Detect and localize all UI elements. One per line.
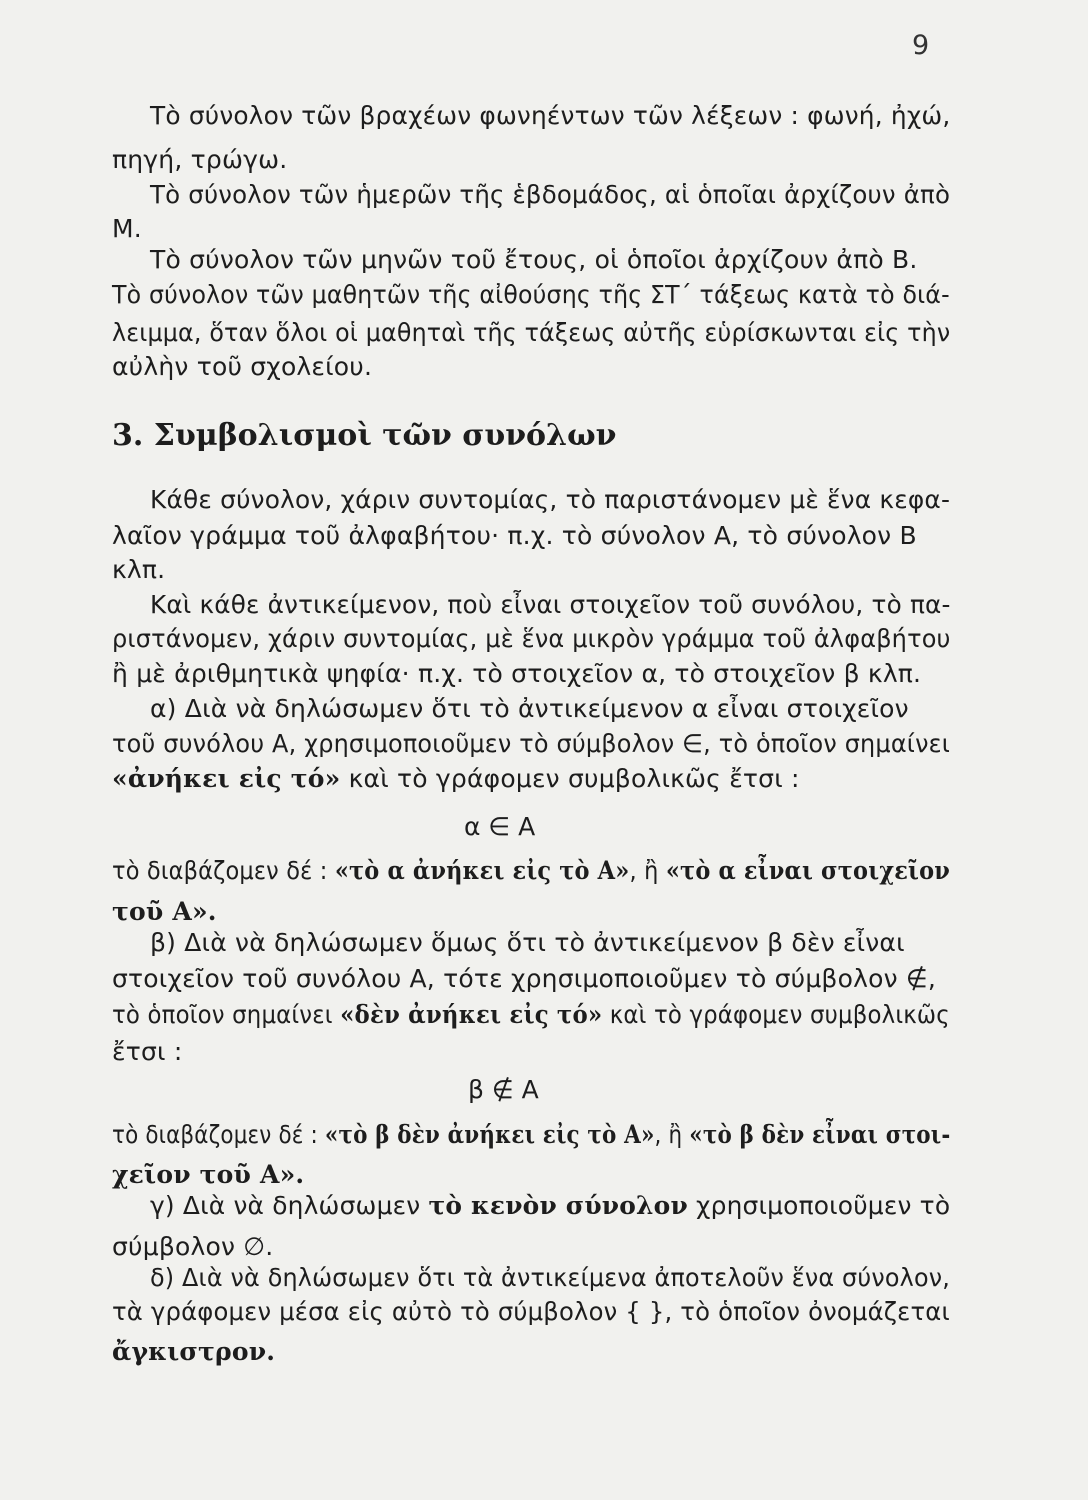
- text-line: τὰ γράφομεν μέσα εἰς αὐτὸ τὸ σύμβολον { }, τὸ ὁποῖον ὀνομάζεται: [112, 1297, 950, 1326]
- bold-term: «τὸ α εἶναι στοιχεῖον: [665, 856, 950, 885]
- text-line: δ) Διὰ νὰ δηλώσωμεν ὅτι τὰ ἀντικείμενα ἀποτελοῦν ἕνα σύνολον,: [150, 1263, 951, 1292]
- text-line: λειμμα, ὅταν ὅλοι οἱ μαθηταὶ τῆς τάξεως αὐτῆς εὑρίσκωνται εἰς τὴν: [112, 318, 951, 347]
- text-line: τὸ διαβάζομεν δέ : «τὸ α ἀνήκει εἰς τὸ Α», ἢ «τὸ α εἶναι στοιχεῖον: [112, 856, 950, 885]
- text-line: Τὸ σύνολον τῶν μαθητῶν τῆς αἰθούσης τῆς ΣΤ΄ τάξεως κατὰ τὸ διά-: [112, 280, 950, 309]
- bold-term: «τὸ β δὲν εἶναι στοι-: [689, 1120, 951, 1149]
- text-line: Τὸ σύνολον τῶν μηνῶν τοῦ ἔτους, οἱ ὁποῖοι ἀρχίζουν ἀπὸ Β.: [150, 245, 918, 274]
- page-number: 9: [912, 30, 930, 61]
- text-line: τὸ διαβάζομεν δέ : «τὸ β δὲν ἀνήκει εἰς τὸ Α», ἢ «τὸ β δὲν εἶναι στοι-: [112, 1120, 951, 1149]
- text-line: ἔτσι :: [112, 1037, 183, 1066]
- text-line: χεῖον τοῦ Α».: [112, 1160, 305, 1189]
- text-line: ριστάνομεν, χάριν συντομίας, μὲ ἕνα μικρὸν γράμμα τοῦ ἀλφαβήτου: [112, 624, 951, 653]
- section-heading: 3. Συμβολισμοὶ τῶν συνόλων: [112, 418, 617, 453]
- text-line: β) Διὰ νὰ δηλώσωμεν ὅμως ὅτι τὸ ἀντικείμενον β δὲν εἶναι: [150, 928, 905, 957]
- text-line: Κάθε σύνολον, χάριν συντομίας, τὸ παριστάνομεν μὲ ἕνα κεφα-: [150, 485, 951, 514]
- bold-term: «τὸ α ἀνήκει εἰς τὸ Α»: [334, 856, 630, 885]
- text-line: α) Διὰ νὰ δηλώσωμεν ὅτι τὸ ἀντικείμενον α εἶναι στοιχεῖον: [150, 694, 909, 723]
- text-line: κλπ.: [112, 555, 166, 584]
- text-line: ἄγκιστρον.: [112, 1337, 276, 1366]
- bold-term: «ἀνήκει εἰς τό»: [112, 764, 341, 793]
- text-line: τοῦ Α».: [112, 897, 217, 926]
- text-line: τὸ ὁποῖον σημαίνει «δὲν ἀνήκει εἰς τό» καὶ τὸ γράφομεν συμβολικῶς: [112, 1000, 950, 1029]
- formula-not-element-of: β ∉ Α: [468, 1075, 539, 1104]
- text-line: τοῦ συνόλου Α, χρησιμοποιοῦμεν τὸ σύμβολον ∈, τὸ ὁποῖον σημαίνει: [112, 729, 951, 758]
- text-line: αὐλὴν τοῦ σχολείου.: [112, 352, 373, 381]
- bold-term: «δὲν ἀνήκει εἰς τό»: [340, 1000, 603, 1029]
- text-line: πηγή, τρώγω.: [112, 145, 288, 174]
- text-line: λαῖον γράμμα τοῦ ἀλφαβήτου· π.χ. τὸ σύνολον Α, τὸ σύνολον Β: [112, 521, 917, 550]
- text-line: «ἀνήκει εἰς τό» καὶ τὸ γράφομεν συμβολικῶς ἔτσι :: [112, 764, 800, 793]
- text-line: σύμβολον ∅.: [112, 1232, 274, 1261]
- text-line: στοιχεῖον τοῦ συνόλου Α, τότε χρησιμοποιοῦμεν τὸ σύμβολον ∉,: [112, 964, 936, 993]
- text-line: Τὸ σύνολον τῶν ἡμερῶν τῆς ἑβδομάδος, αἱ ὁποῖαι ἀρχίζουν ἀπὸ: [150, 180, 951, 209]
- text-line: Καὶ κάθε ἀντικείμενον, ποὺ εἶναι στοιχεῖον τοῦ συνόλου, τὸ πα-: [150, 590, 951, 619]
- bold-term: «τὸ β δὲν ἀνήκει εἰς τὸ Α»: [324, 1120, 655, 1149]
- bold-term: τὸ κενὸν σύνολον: [428, 1191, 688, 1220]
- text-line: Μ.: [112, 214, 142, 243]
- formula-element-of: α ∈ Α: [464, 812, 536, 841]
- text-line: ἢ μὲ ἀριθμητικὰ ψηφία· π.χ. τὸ στοιχεῖον α, τὸ στοιχεῖον β κλπ.: [112, 659, 922, 688]
- text-line: γ) Διὰ νὰ δηλώσωμεν τὸ κενὸν σύνολον χρησιμοποιοῦμεν τὸ: [150, 1191, 951, 1220]
- text-line: Τὸ σύνολον τῶν βραχέων φωνηέντων τῶν λέξεων : φωνή, ἠχώ,: [150, 101, 951, 130]
